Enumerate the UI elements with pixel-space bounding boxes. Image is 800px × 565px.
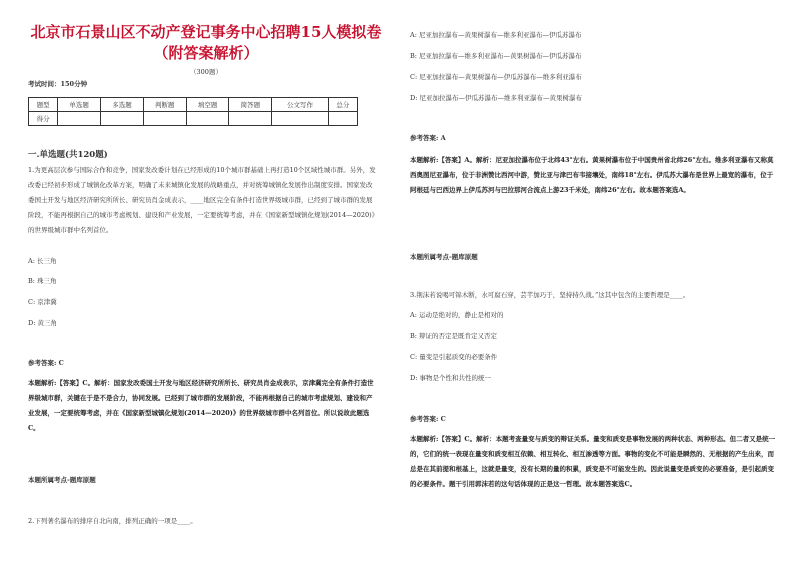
score-header: 填空题 xyxy=(186,98,229,112)
option: D: 尼亚加拉瀑布—伊瓜苏瀑布—维多利亚瀑布—黄果树瀑布 xyxy=(410,94,582,102)
option: D: 黄三角 xyxy=(28,319,57,327)
exam-time: 考试时间：150分钟 xyxy=(28,80,88,88)
option: C: 量变是引起质变的必要条件 xyxy=(410,353,498,361)
score-table-row xyxy=(29,112,358,126)
analysis: 本题解析:【答案】C。解析：国家发改委国土开发与地区经济研究所所长、研究员肖金成表示，京津冀完全有条件打造世界级城市群，关键在于是不是合力，协同发展。已经到了城市群的发展阶段，不能再根据自己的城市考虑规划、建设和产业发展，一定要统筹考虑，并在《国家新型城镇化规划(2014—2020)》的世界级城市群中名列首位。所以说故此题选C。 xyxy=(28,379,374,432)
score-header: 题型 xyxy=(29,98,58,112)
score-header: 公文写作 xyxy=(272,98,328,112)
score-table xyxy=(28,97,358,126)
section-heading: 一.单选题(共120题) xyxy=(28,150,108,160)
score-cell xyxy=(101,112,144,126)
answer: 参考答案: C xyxy=(410,415,446,423)
page-title: 北京市石景山区不动产登记事务中心招聘15人模拟卷（附答案解析） xyxy=(30,23,382,62)
question-stem: 1.为更高层次参与国际合作和竞争，国家发改委计划在已经形成的10个城市群基础上再打造10个区域性城市群。另外，发改委已经初步形成了城镇化改革方案，明确了未来城镇化发展的战略重点，并对统筹城镇化发展作出制度安排。国家发改委国土开发与地区经济研究所所长、研究员肖金成表示，____地区完全有条件打造世界级城市群，已经到了城市群的发展阶段，不能再根据自己的城市考虑规划、建设和产业发展，一定要统筹考虑，并在《国家新型城镇化规划(2014—2020)》的世界级城市群中名列首位。 xyxy=(28,166,376,234)
option: C: 京津冀 xyxy=(28,298,57,306)
score-cell xyxy=(229,112,272,126)
topic: 本题所属考点-题库原题 xyxy=(410,253,478,261)
option: B: 辩证的否定是既肯定又否定 xyxy=(410,332,498,340)
score-header: 总分 xyxy=(328,98,357,112)
score-cell xyxy=(186,112,229,126)
option: B: 珠三角 xyxy=(28,277,57,285)
score-header: 简答题 xyxy=(229,98,272,112)
analysis: 本题解析:【答案】A。解析：尼亚加拉瀑布位于北纬43°左右。黄果树瀑布位于中国贵州省北纬26°左右。维多利亚瀑布又称莫西奥图尼亚瀑布，位于非洲赞比西河中游，赞比亚与津巴布韦接壤处，南纬18°左右。伊瓜苏大瀑布是世界上最宽的瀑布，位于阿根廷与巴西边界上伊瓜苏河与巴拉那河合流点上游23千米处，南纬26°左右。故本题答案选A。 xyxy=(410,156,774,194)
answer: 参考答案: C xyxy=(28,359,64,367)
score-cell xyxy=(143,112,186,126)
score-cell xyxy=(58,112,101,126)
score-header: 单选题 xyxy=(58,98,101,112)
score-header: 多选题 xyxy=(101,98,144,112)
score-cell xyxy=(328,112,357,126)
option: C: 尼亚加拉瀑布—黄果树瀑布—伊瓜苏瀑布—维多利亚瀑布 xyxy=(410,73,582,81)
answer: 参考答案: A xyxy=(410,134,446,142)
option: A: 尼亚加拉瀑布—黄果树瀑布—维多利亚瀑布—伊瓜苏瀑布 xyxy=(410,31,582,39)
option: D: 事物是个性和共性的统一 xyxy=(410,374,491,382)
option: A: 运动是绝对的，静止是相对的 xyxy=(410,311,504,319)
score-header: 判断题 xyxy=(143,98,186,112)
option: A: 长三角 xyxy=(28,257,57,265)
analysis: 本题解析:【答案】C。解析：本题考查量变与质变的辩证关系。量变和质变是事物发展的两种状态、两种形态。但二者又是统一的，它们的统一表现在量变和质变相互依赖、相互转化、相互渗透等方面。事物的变化不可能是瞬然的、无根据的产生出来，而总是在其前提和根基上，这就是量变，没有长期的量的积累，质变是不可能发生的。因此说量变是质变的必要准备，是引起质变的必要条件。题干引用郭沫若的这句话体现的正是这一哲理。故本题答案选C。 xyxy=(410,435,776,488)
score-row-label: 得分 xyxy=(29,112,58,126)
score-cell xyxy=(272,112,328,126)
option: B: 尼亚加拉瀑布—维多利亚瀑布—黄果树瀑布—伊瓜苏瀑布 xyxy=(410,52,582,60)
question-stem: 3.荆沫若说喝可锦木断，水可腐石穿，芸芊加巧于，坚持持久战。”这其中包含的主要哲理是____。 xyxy=(410,291,690,299)
score-table-header-row xyxy=(29,98,358,112)
question-count: （300题） xyxy=(190,68,222,76)
question-stem: 2.下列著名瀑布的排序自北向南，排列正确的一项是____。 xyxy=(28,517,197,525)
topic: 本题所属考点-题库原题 xyxy=(28,476,96,484)
